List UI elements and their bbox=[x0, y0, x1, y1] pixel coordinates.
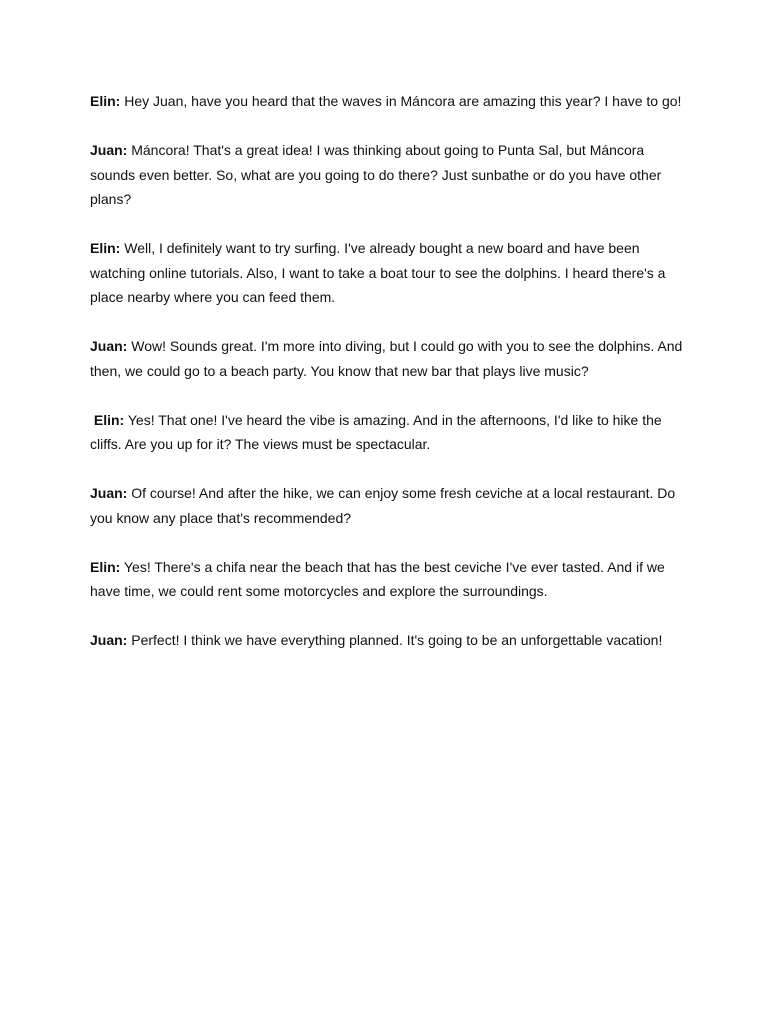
document-page bbox=[90, 89, 690, 677]
dialogue-line-3 bbox=[90, 236, 690, 310]
speaker-name: Elin: bbox=[90, 558, 121, 575]
dialogue-text: Máncora! That's a great idea! I was thinking about going to Punta Sal, but Máncora sounds even better. So, what are you going to do there? Just sunbathe or do you have other plans? bbox=[90, 142, 666, 207]
dialogue-line-4 bbox=[90, 334, 690, 383]
dialogue-line-6 bbox=[90, 481, 690, 530]
dialogue-text: Yes! There's a chifa near the beach that has the best ceviche I've ever tasted. And if we have time, we could rent some motorcycles and explore the surroundings. bbox=[90, 558, 669, 599]
speaker-name: Elin: bbox=[90, 240, 121, 256]
dialogue-line-5 bbox=[90, 408, 690, 457]
dialogue-line-7 bbox=[90, 555, 690, 604]
speaker-name: Elin: bbox=[90, 93, 121, 109]
dialogue-text: Of course! And after the hike, we can enjoy some fresh ceviche at a local restaurant. Do you know any place that's recommended? bbox=[90, 485, 680, 526]
dialogue-text: Hey Juan, have you heard that the waves in Máncora are amazing this year? I have to go! bbox=[120, 93, 682, 109]
dialogue-text: Well, I definitely want to try surfing. I've already bought a new board and have been watching online tutorials. Also, I want to take a boat tour to see the dolphins. I heard there's a place nearby where you can feed them. bbox=[90, 240, 670, 305]
dialogue-line-2 bbox=[90, 138, 690, 212]
dialogue-line-1 bbox=[90, 89, 690, 114]
dialogue-text: Wow! Sounds great. I'm more into diving, but I could go with you to see the dolphins. And then, we could go to a beach party. You know that new bar that plays live music? bbox=[90, 338, 687, 379]
dialogue-text: Perfect! I think we have everything planned. It's going to be an unforgettable vacation! bbox=[127, 632, 663, 648]
dialogue-text: Yes! That one! I've heard the vibe is amazing. And in the afternoons, I'd like to hike the cliffs. Are you up for it? The views must be spectacular. bbox=[90, 411, 666, 452]
speaker-name: Juan: bbox=[90, 142, 128, 158]
speaker-name: Juan: bbox=[90, 632, 128, 648]
speaker-name: Elin: bbox=[90, 411, 125, 428]
speaker-name: Juan: bbox=[90, 485, 128, 501]
speaker-name: Juan: bbox=[90, 338, 128, 354]
dialogue-line-8 bbox=[90, 628, 690, 653]
